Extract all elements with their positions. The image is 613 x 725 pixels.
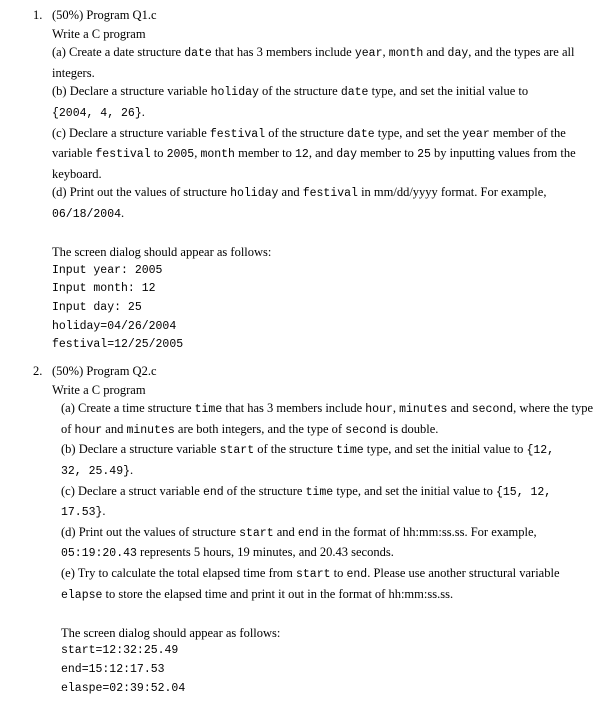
intro-text: Write a C program <box>52 26 146 41</box>
item-a: (a) Create a date structure date that has 3 members include year, month and day, and the types are all integers. <box>52 45 575 80</box>
dialog-line: festival=12/25/2005 <box>52 338 184 352</box>
item-b: (b) Declare a structure variable holiday of the structure date type, and set the initial value to {2004, 4, 26}. <box>52 84 529 120</box>
question-body <box>52 25 590 355</box>
dialog-label: The screen dialog should appear as follows: <box>52 245 272 260</box>
question-body <box>52 381 600 699</box>
dialog-line: elaspe=02:39:52.04 <box>61 681 186 695</box>
item-a: (a) Create a time structure time that has 3 members include hour, minutes and second, where the type of hour and minutes are both integers, and the type of second is double. <box>61 401 593 437</box>
item-d: (d) Print out the values of structure start and end in the format of hh:mm:ss.ss. For example, 05:19:20.43 represents 5 hours, 19 minutes, and 20.43 seconds. <box>61 524 537 561</box>
dialog-output <box>52 262 590 355</box>
dialog-label: The screen dialog should appear as follows: <box>61 625 281 640</box>
dialog-line: Input day: 25 <box>52 300 142 314</box>
item-c: (c) Declare a struct variable end of the structure time type, and set the initial value to {15, 12, 17.53}. <box>61 483 552 520</box>
intro-text: Write a C program <box>52 382 146 397</box>
dialog-line: holiday=04/26/2004 <box>52 319 177 333</box>
dialog-line: Input month: 12 <box>52 282 156 296</box>
dialog-output <box>61 642 600 698</box>
question-number: 2. <box>33 364 43 378</box>
dialog-line: Input year: 2005 <box>52 263 163 277</box>
item-e: (e) Try to calculate the total elapsed time from start to end. Please use another structural variable elapse to store the elapsed time and print it out in the format of hh:mm:ss.ss. <box>61 565 560 602</box>
item-b: (b) Declare a structure variable start of the structure time type, and set the initial value to {12, 32, 25.49}. <box>61 442 555 478</box>
question-title: (50%) Program Q2.c <box>52 364 157 378</box>
item-c: (c) Declare a structure variable festival of the structure date type, and set the year member of the variable festival to 2005, month member to 12, and day member to 25 by inputting values from the keyboard. <box>52 125 576 181</box>
item-d: (d) Print out the values of structure holiday and festival in mm/dd/yyyy format. For example, 06/18/2004. <box>52 185 547 221</box>
dialog-line: start=12:32:25.49 <box>61 644 179 658</box>
dialog-line: end=15:12:17.53 <box>61 662 165 676</box>
question-title: (50%) Program Q1.c <box>52 8 157 22</box>
question-number: 1. <box>33 8 43 22</box>
